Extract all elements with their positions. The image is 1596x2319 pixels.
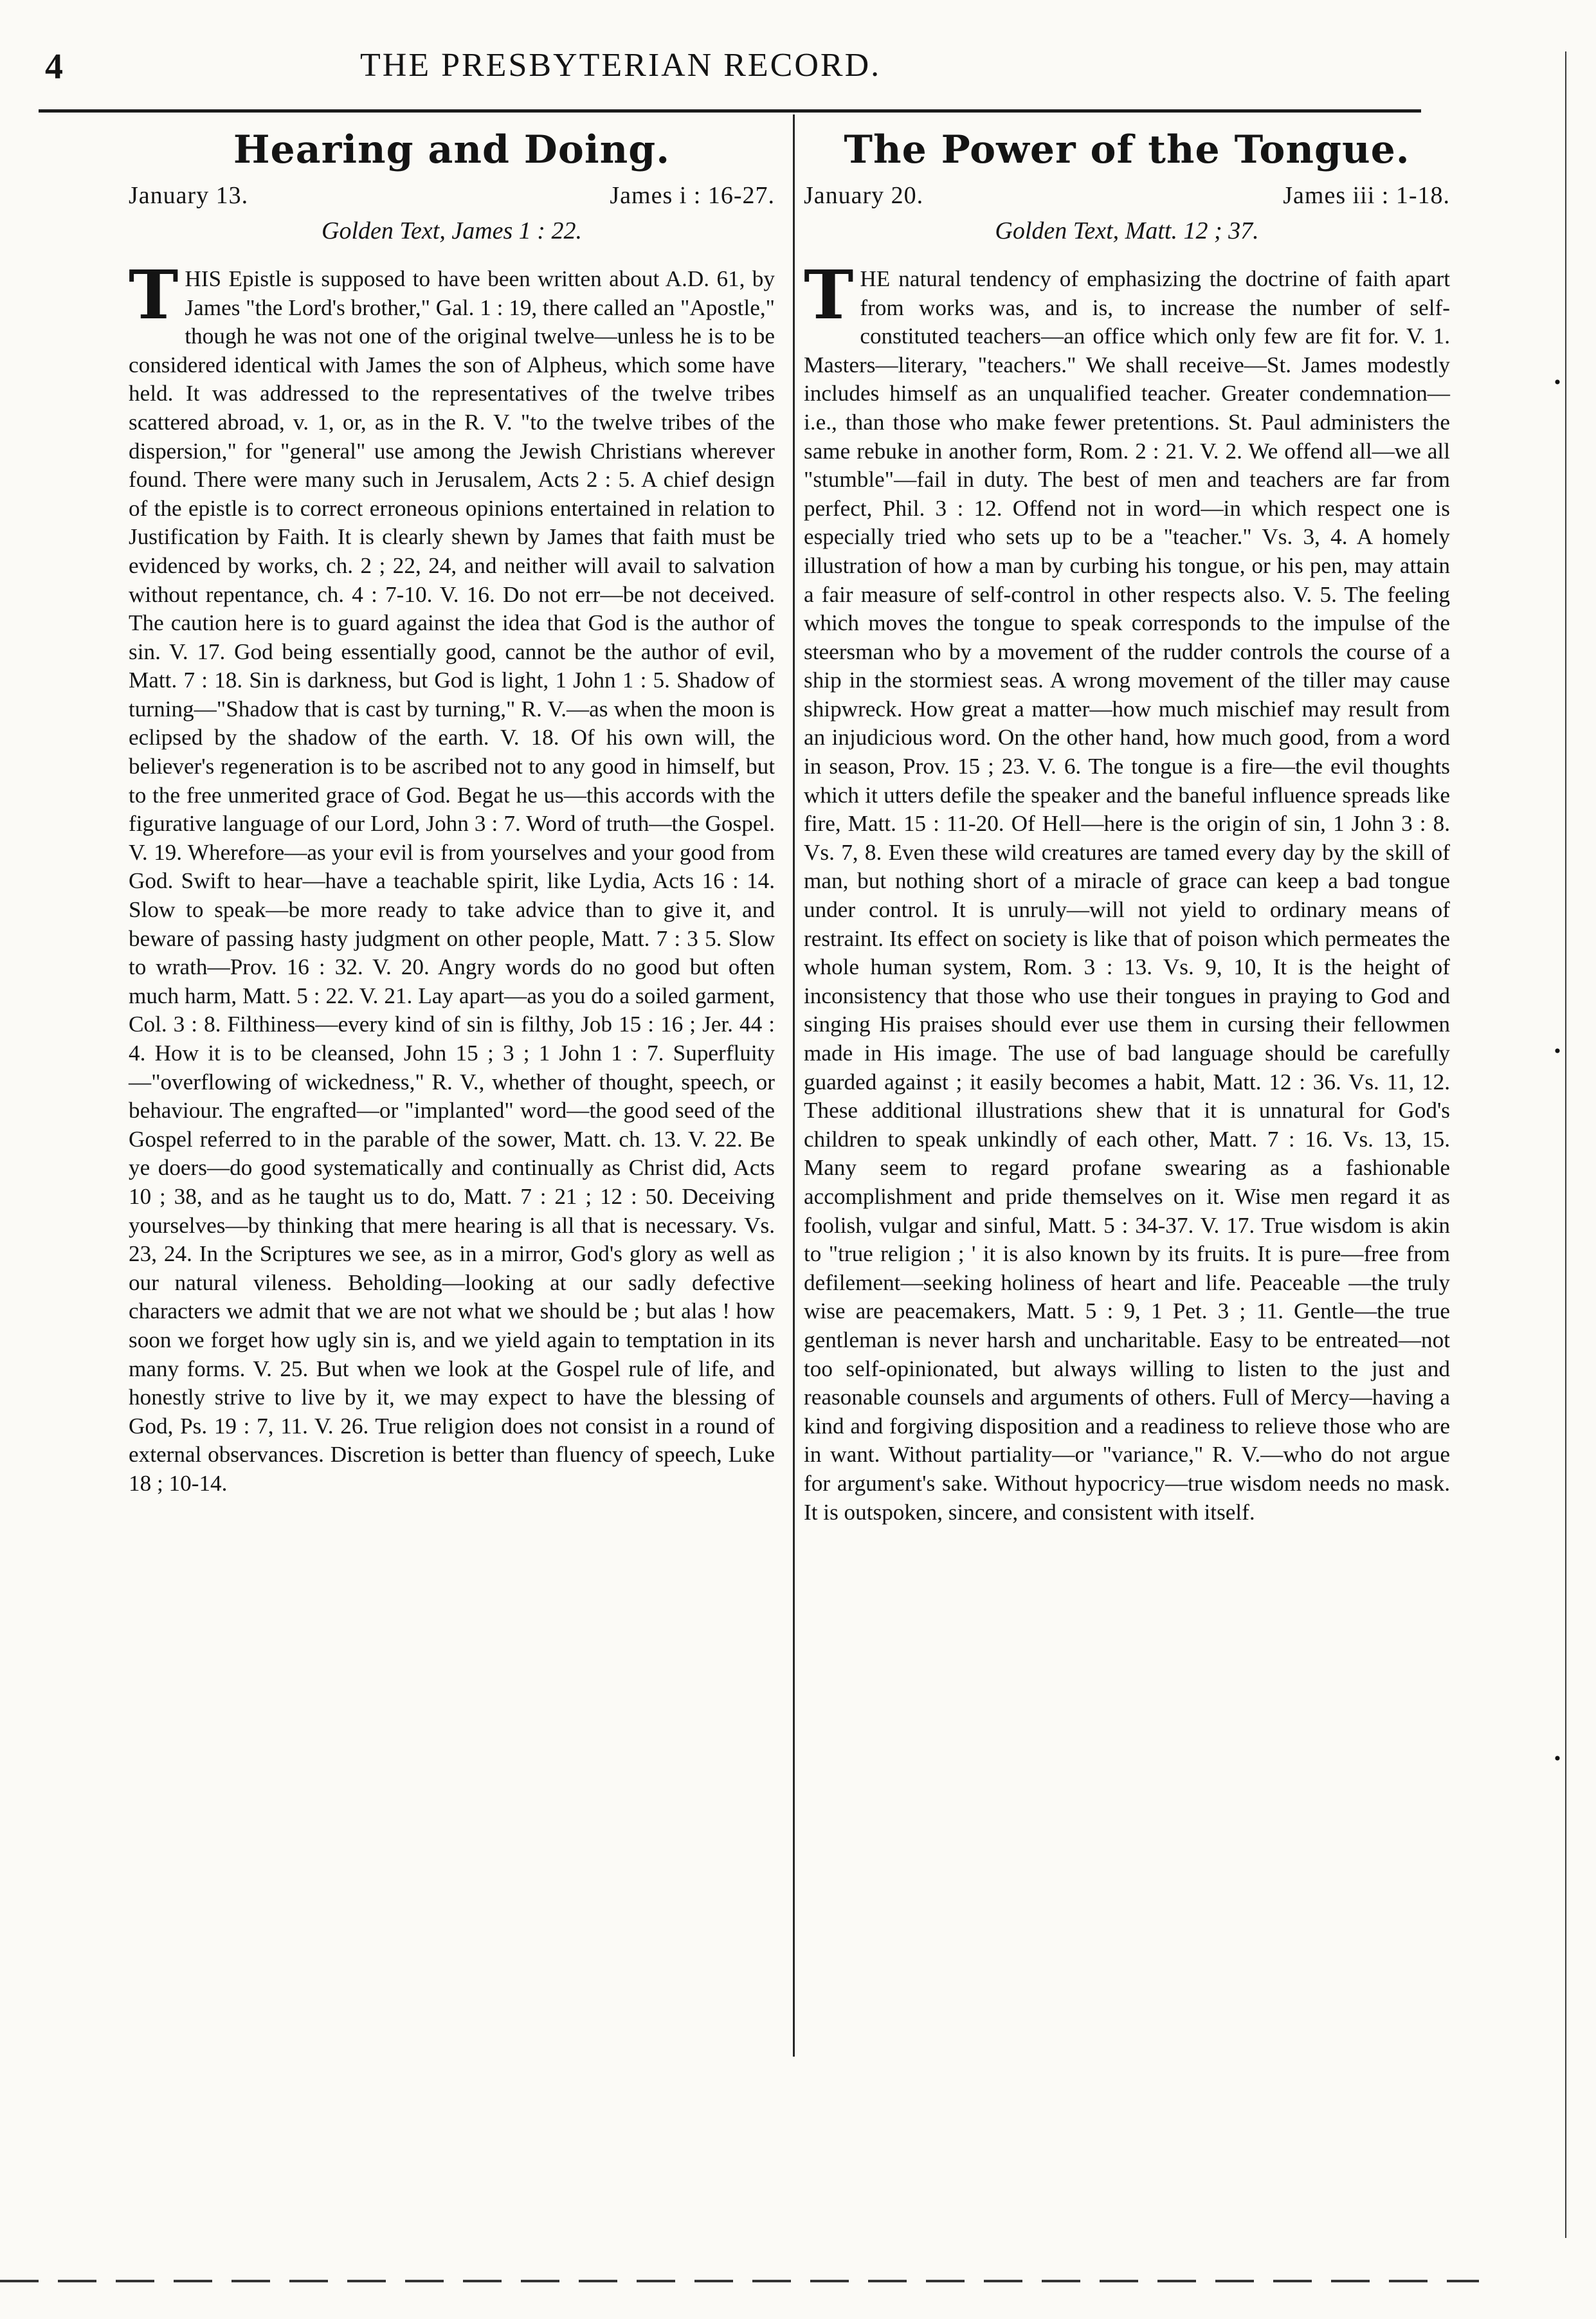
drop-cap: T [129,255,179,334]
scripture-reference: James i : 16-27. [610,182,775,209]
lesson-date-line [804,180,1450,212]
article-body: HE natural tendency of emphasizing the doctrine of faith apart from works was, and is, to increase the number of self-constituted teachers—an office which only few are fit for. V. 1. Masters—literary, "teachers." We shall receive—St. James modestly includes himself as an unqualified teacher. Greater condemnation—i.e., than those who make fewer pretentions. St. Paul administers the same rebuke in another form, Rom. 2 : 21. V. 2. We offend all—we all "stumble"—fail in duty. The best of men and teachers are far from perfect, Phil. 3 : 12. Offend not in word—in which respect one is especially tried who sets up to be a "teacher." Vs. 3, 4. A homely illustration of how a man by curbing his tongue, or his pen, may attain a fair measure of self-control in other respects also. V. 5. The feeling which moves the tongue to speak corresponds to the impulse of the steersman who by a movement of the rudder controls the course of a ship in the stormiest seas. A wrong movement of the tiller may cause shipwreck. How great a matter—how much mischief may result from an injudicious word. On the other hand, how much good, from a word in season, Prov. 15 ; 23. V. 6. The tongue is a fire—the evil thoughts which it utters defile the speaker and the baneful influence spreads like fire, Matt. 15 : 11-20. Of Hell—here is the origin of sin, 1 John 3 : 8. Vs. 7, 8. Even these wild creatures are tamed every day by the skill of man, but nothing short of a miracle of grace can keep a bad tongue under control. It is unruly—will not yield to ordinary means of restraint. Its effect on society is like that of poison which permeates the whole human system, Rom. 3 : 13. Vs. 9, 10, It is the height of inconsistency that those who use their tongues in praying to God and singing His praises should ever use them in cursing their fellowmen made in His image. The use of bad language should be carefully guarded against ; it easily becomes a habit, Matt. 12 : 36. Vs. 11, 12. These additional illustrations shew that it is unnatural for God's children to speak unkindly of each other, Matt. 7 : 16. Vs. 13, 15. Many seem to regard profane swearing as a fashionable accomplishment and pride themselves on it. Wise men regard it as foolish, vulgar and sinful, Matt. 5 : 34-37. V. 17. True wisdom is akin to "true religion ; ' it is also known by its fruits. It is pure—free from defilement—seeking holiness of heart and life. Peaceable —the truly wise are peacemakers, Matt. 5 : 9, 1 Pet. 3 ; 11. Gentle—the true gentleman is never harsh and uncharitable. Easy to be entreated—not too self-opinionated, but always willing to listen to the just and reasonable counsels and arguments of others. Full of Mercy—having a kind and forgiving disposition and a readiness to relieve those who are in want. Without partiality—or "variance," R. V.—who do not argue for argument's sake. Without hypocricy—true wisdom needs no mask. It is outspoken, sincere, and consistent with itself. [804,266,1450,1525]
golden-text: Golden Text, Matt. 12 ; 37. [995,217,1259,245]
page-number: 4 [45,47,63,87]
left-article [129,122,775,1498]
binding-mark: · [1551,361,1564,403]
bottom-rule [0,2280,1479,2282]
column-rule [793,114,795,2057]
right-article [804,122,1450,1527]
article-title: The Power of the Tongue. [844,127,1410,172]
binding-line [1565,51,1566,2238]
article-title: Hearing and Doing. [233,127,671,172]
scripture-reference: James iii : 1-18. [1283,182,1450,209]
golden-text: Golden Text, James 1 : 22. [322,217,582,245]
binding-mark: · [1551,1737,1564,1779]
header-rule [39,109,1421,113]
lesson-date-line [129,180,775,212]
lesson-date: January 20. [804,182,924,209]
journal-title: THE PRESBYTERIAN RECORD. [360,47,882,84]
article-body: HIS Epistle is supposed to have been written about A.D. 61, by James "the Lord's brother," Gal. 1 : 19, there called an "Apostle," though he was not one of the original twelve—unless he is to be considered identical with James the son of Alpheus, which some have held. It was addressed to the representatives of the twelve tribes scattered abroad, v. 1, or, as in the R. V. "to the twelve tribes of the dispersion," for "general" use among the Jewish Christians wherever found. There were many such in Jerusalem, Acts 2 : 5. A chief design of the epistle is to correct erroneous opinions entertained in relation to Justification by Faith. It is clearly shewn by James that faith must be evidenced by works, ch. 2 ; 22, 24, and neither will avail to salvation without repentance, ch. 4 : 7-10. V. 16. Do not err—be not deceived. The caution here is to guard against the idea that God is the author of sin. V. 17. God being essentially good, cannot be the author of evil, Matt. 7 : 18. Sin is darkness, but God is light, 1 John 1 : 5. Shadow of turning—"Shadow that is cast by turning," R. V.—as when the moon is eclipsed by the shadow of the earth. V. 18. Of his own will, the believer's regeneration is to be ascribed not to any good in himself, but to the free unmerited grace of God. Begat he us—this accords with the figurative language of our Lord, John 3 : 7. Word of truth—the Gospel. V. 19. Wherefore—as your evil is from yourselves and your good from God. Swift to hear—have a teachable spirit, like Lydia, Acts 16 : 14. Slow to speak—be more ready to take advice than to give it, and beware of passing hasty judgment on other people, Matt. 7 : 3 5. Slow to wrath—Prov. 16 : 32. V. 20. Angry words do no good but often much harm, Matt. 5 : 22. V. 21. Lay apart—as you do a soiled garment, Col. 3 : 8. Filthiness—every kind of sin is filthy, Job 15 : 16 ; Jer. 44 : 4. How it is to be cleansed, John 15 ; 3 ; 1 John 1 : 7. Superfluity—"overflowing of wickedness," R. V., whether of thought, speech, or behaviour. The engrafted—or "implanted" word—the good seed of the Gospel referred to in the parable of the sower, Matt. ch. 13. V. 22. Be ye doers—do good systematically and continually as Christ did, Acts 10 ; 38, and as he taught us to do, Matt. 7 : 21 ; 12 : 50. Deceiving yourselves—by thinking that mere hearing is all that is necessary. Vs. 23, 24. In the Scriptures we see, as in a mirror, God's glory as well as our natural vileness. Beholding—looking at our sadly defective characters we admit that we are not what we should be ; but alas ! how soon we forget how ugly sin is, and we yield again to temptation in its many forms. V. 25. But when we look at the Gospel rule of life, and honestly strive to live by it, we may expect to have the blessing of God, Ps. 19 : 7, 11. V. 26. True religion does not consist in a round of external observances. Discretion is better than fluency of speech, Luke 18 ; 10-14. [129,266,775,1496]
binding-edge [1506,0,1596,2319]
lesson-date: January 13. [129,182,249,209]
drop-cap: T [804,255,854,334]
binding-mark: · [1551,1030,1564,1072]
